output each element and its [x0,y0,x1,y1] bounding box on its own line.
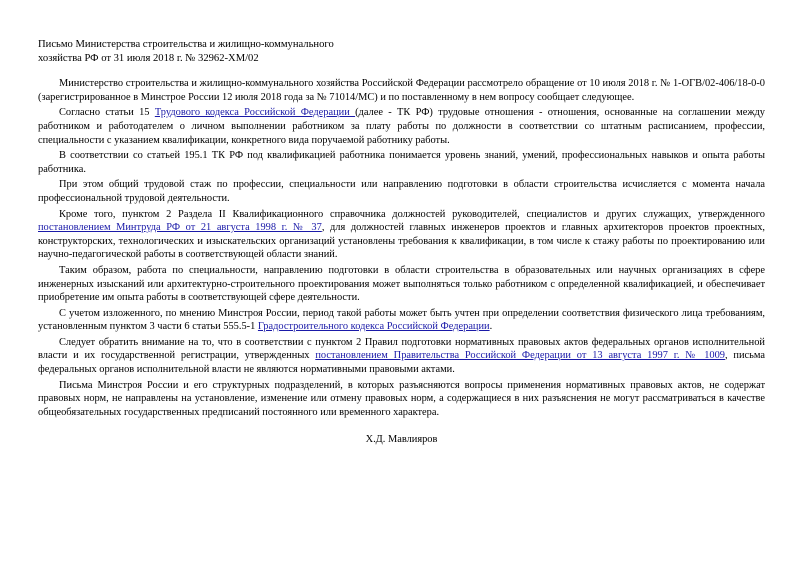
legal-reference-link[interactable]: постановлением Правительства Российской Федерации от 13 августа 1997 г. № 1009 [315,350,725,362]
paragraph-text: Согласно статьи 15 [59,107,155,119]
paragraph-text: В соответствии со статьей 195.1 ТК РФ под квалификацией работника понимается уровень знаний, умений, профессиональных навыков и опыта работы работника. [38,150,765,175]
paragraph [38,77,765,104]
paragraph-text: Письма Минстроя России и его структурных подразделений, в которых разъясняются вопросы применения нормативных правовых актов, не содержат правовых норм, не направлены на установление, изменение или отмену правовых норм, а содержащиеся в них разъяснения не могут рассматриваться в качестве общеобязательных государственных предписаний постоянного или временного характера. [38,379,765,418]
paragraph-text: Таким образом, работа по специальности, направлению подготовки в области строительства в образовательных или научных организациях в сфере инженерных изысканий или архитектурно-строительного проектирования может выполняться только работником с определенной квалификацией, и обеспечивает приобретение им опыта работы в соответствующей сфере деятельности. [38,264,765,304]
paragraph-text: С учетом изложенного, по мнению Минстроя России, период такой работы может быть учтен при определении соответствия физического лица требованиям, установленным пунктом 3 части 6 статьи 555.5-1 [38,307,765,333]
signature: Х.Д. Мавлияров [365,434,438,446]
paragraph [38,307,765,334]
paragraph-text: , письма федеральных органов исполнительной власти не являются нормативными правовыми актами. [38,350,765,376]
paragraph-text: (далее - ТК РФ) трудовые отношения - отношения, основанные на соглашении между работником и работодателем о личном выполнении работником за плату работы по должности в соответствии со штатным расписанием, профессии, специальности с указанием квалификации, конкретного вида поручаемой работнику работы. [38,107,765,146]
document-body [38,77,765,419]
paragraph [38,149,765,176]
document [38,38,765,457]
paragraph-text: . [489,321,493,333]
paragraph [38,106,765,147]
paragraph-text: Министерство строительства и жилищно-коммунального хозяйства Российской Федерации рассмотрело обращение от 10 июля 2018 г. № 1-ОГВ/02-406/18-0-0 (зарегистрированное в Минстрое России 12 июля 2018 года за № 71014/МС) и по поставленному в нем вопросу сообщает следующее. [38,78,765,103]
document-title [38,38,765,65]
paragraph-text: Следует обратить внимание на то, что в соответствии с пунктом 2 Правил подготовки нормативных правовых актов федеральных органов исполнительной власти и их государственной регистрации, утвержденных [38,336,765,362]
legal-reference-link[interactable]: Трудового кодекса Российской Федерации [154,107,356,119]
document-title-line1: Письмо Министерства строительства и жилищно-коммунального [38,39,334,50]
legal-reference-link[interactable]: Градостроительного кодекса Российской Федерации [257,321,490,333]
paragraph-text: , для должностей главных инженеров проектов и главных архитекторов проектов проектных, конструкторских, технологических и изыскательских организаций установлены требования к квалификации, в том числе к стажу работы по проектированию или научно-педагогической работы в соответствующей области знаний. [38,222,765,261]
legal-reference-link[interactable]: постановлением Минтруда РФ от 21 августа 1998 г. № 37 [38,222,322,234]
document-title-line2: хозяйства РФ от 31 июля 2018 г. № 32962-ХМ/02 [38,52,259,64]
paragraph-text: Кроме того, пунктом 2 Раздела II Квалификационного справочника должностей руководителей, специалистов и других служащих, утвержденного [59,208,765,220]
paragraph-text: При этом общий трудовой стаж по профессии, специальности или направлению подготовки в области строительства исчисляется с момента начала профессиональной трудовой деятельности. [38,179,765,204]
paragraph [38,379,765,420]
paragraph [38,336,765,377]
paragraph [38,208,765,262]
paragraph [38,264,765,305]
paragraph [38,178,765,205]
